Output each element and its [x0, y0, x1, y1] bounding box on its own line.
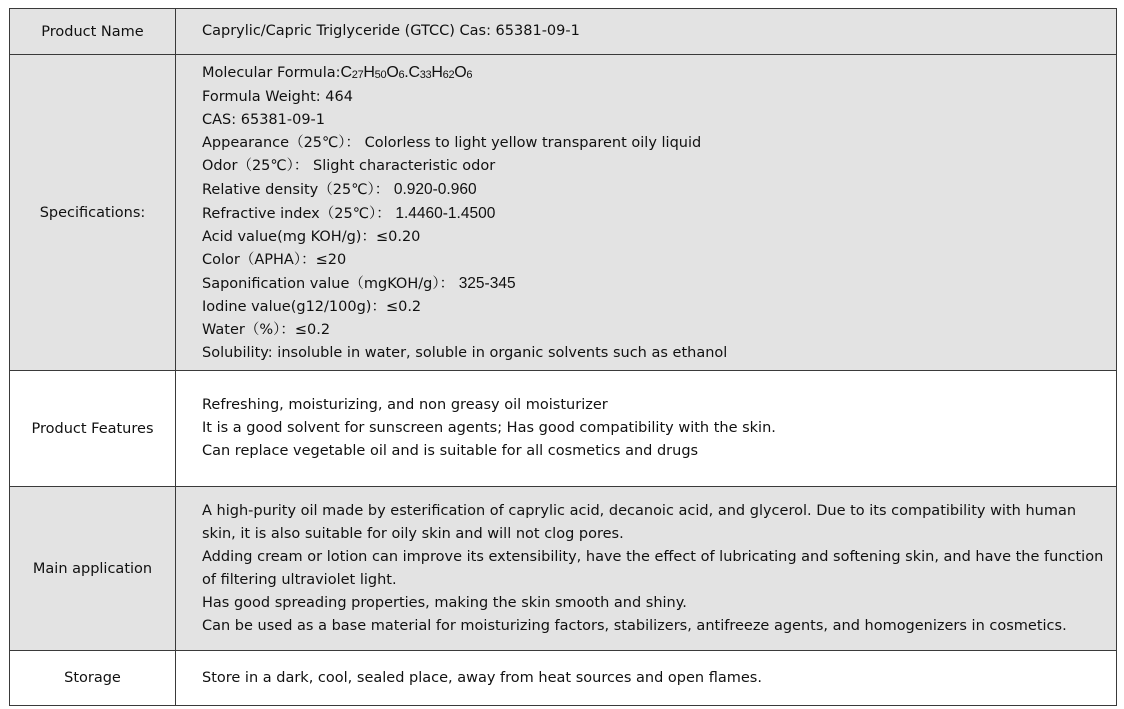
mf-h2-n: 62 — [442, 68, 455, 81]
application-line: Adding cream or lotion can improve its extensibility, have the effect of lubricating and softening skin, and have the function of filtering ultraviolet light. — [202, 548, 1104, 588]
product-spec-table — [9, 8, 1117, 706]
spec-iodine-value: Iodine value(g12/100g)：≤0.2 — [202, 298, 422, 315]
mf-h2: H — [431, 63, 443, 81]
mf-o1-n: 6 — [398, 68, 405, 81]
mf-o2-n: 6 — [466, 68, 473, 81]
mf-c2: C — [408, 63, 420, 81]
density-value: 0.920-0.960 — [393, 180, 477, 198]
label-storage: Storage — [10, 651, 176, 706]
refractive-value: 1.4460-1.4500 — [395, 204, 496, 222]
value-storage — [176, 651, 1117, 706]
row-main-application — [10, 487, 1117, 651]
mf-formula — [341, 64, 473, 81]
application-line: A high-purity oil made by esterification of caprylic acid, decanoic acid, and glycerol. Due to its compatibility with human skin, it is also suitable for oily skin and will not clog pores. — [202, 502, 1077, 542]
value-specifications — [176, 55, 1117, 371]
spec-odor: Odor（25℃）： Slight characteristic odor — [202, 157, 496, 174]
spec-saponification — [202, 272, 1110, 296]
value-product-name — [176, 9, 1117, 55]
spec-color: Color（APHA）：≤20 — [202, 251, 347, 268]
feature-line: Can replace vegetable oil and is suitable for all cosmetics and drugs — [202, 443, 699, 459]
spec-formula-weight: Formula Weight: 464 — [202, 88, 353, 105]
density-label: Relative density（25℃）： — [202, 181, 394, 198]
value-main-application — [176, 487, 1117, 651]
sapon-label: Saponification value（mgKOH/g）： — [202, 275, 459, 292]
spec-water: Water（%）：≤0.2 — [202, 321, 331, 338]
mf-c2-n: 33 — [419, 68, 432, 81]
spec-relative-density — [202, 178, 1110, 202]
spec-refractive-index — [202, 202, 1110, 226]
refractive-label: Refractive index（25℃）： — [202, 205, 396, 222]
spec-solubility: Solubility: insoluble in water, soluble in organic solvents such as ethanol — [202, 344, 728, 361]
value-product-features — [176, 371, 1117, 487]
spec-cas: CAS: 65381-09-1 — [202, 111, 326, 128]
mf-prefix: Molecular Formula: — [202, 64, 341, 81]
label-main-application: Main application — [10, 487, 176, 651]
storage-text: Store in a dark, cool, sealed place, away from heat sources and open flames. — [202, 669, 762, 686]
product-name-text: Caprylic/Capric Triglyceride (GTCC) Cas: 65381-09-1 — [202, 23, 580, 39]
row-storage — [10, 651, 1117, 706]
mf-o1: O — [386, 63, 399, 81]
mf-h1-n: 50 — [374, 68, 387, 81]
mf-h1: H — [363, 63, 375, 81]
row-product-features — [10, 371, 1117, 487]
mf-o2: O — [454, 63, 467, 81]
sapon-value: 325-345 — [458, 274, 516, 292]
mf-c1-n: 27 — [351, 68, 364, 81]
application-line: Has good spreading properties, making the skin smooth and shiny. — [202, 594, 687, 611]
mf-c1: C — [340, 63, 352, 81]
row-specifications — [10, 55, 1117, 371]
feature-line: It is a good solvent for sunscreen agents; Has good compatibility with the skin. — [202, 420, 776, 436]
spec-molecular-formula — [202, 61, 1110, 86]
row-product-name — [10, 9, 1117, 55]
spec-acid-value: Acid value(mg KOH/g)：≤0.20 — [202, 228, 421, 245]
feature-line: Refreshing, moisturizing, and non greasy oil moisturizer — [202, 397, 608, 413]
spec-appearance: Appearance（25℃）： Colorless to light yellow transparent oily liquid — [202, 134, 702, 151]
label-specifications: Specifications: — [10, 55, 176, 371]
application-line: Can be used as a base material for moisturizing factors, stabilizers, antifreeze agents, and homogenizers in cosmetics. — [202, 617, 1067, 634]
mf-sep: . — [404, 63, 409, 81]
label-product-name: Product Name — [10, 9, 176, 55]
label-product-features: Product Features — [10, 371, 176, 487]
